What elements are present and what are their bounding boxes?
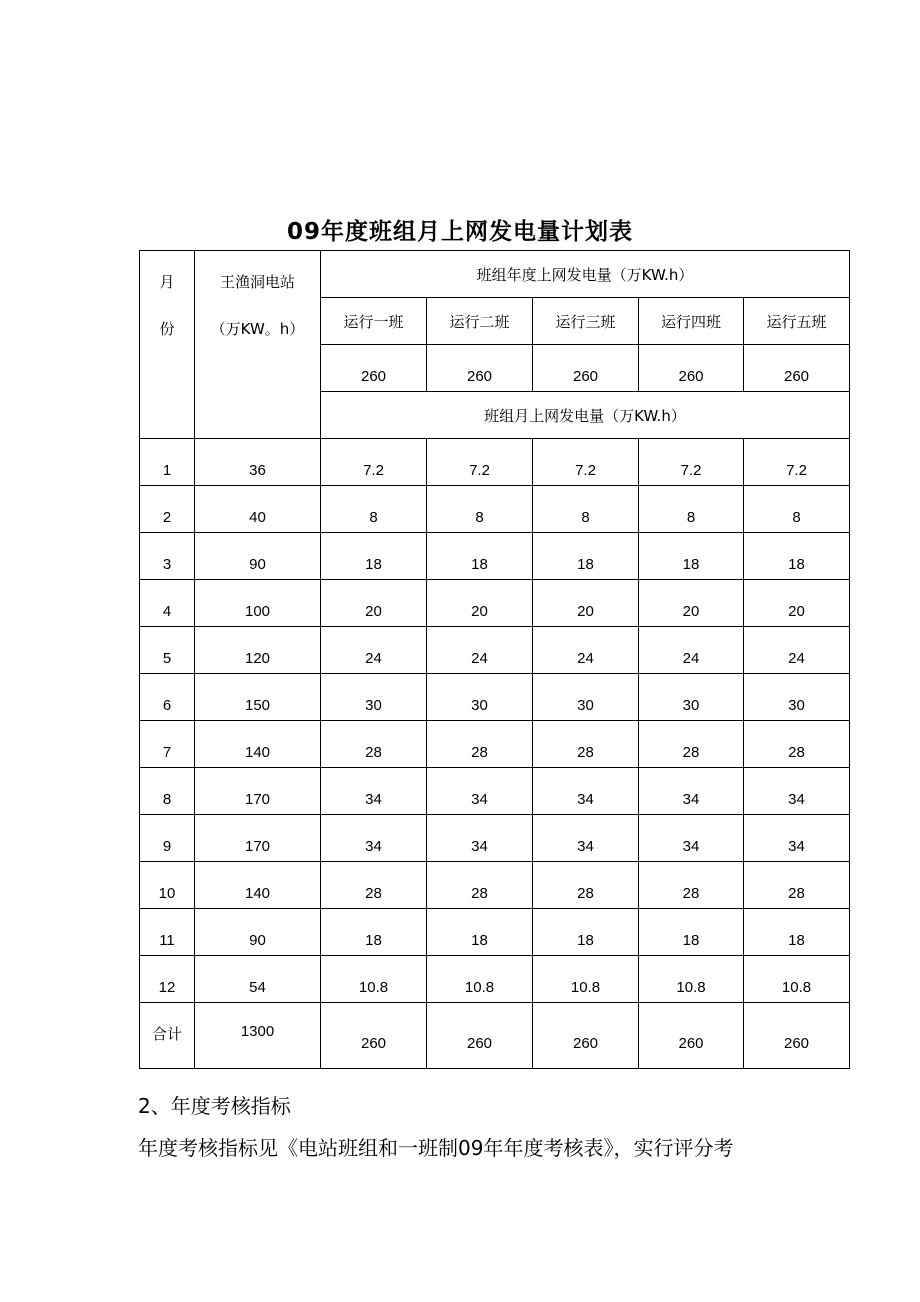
month-cell: 12 <box>140 956 195 1003</box>
shift-value: 7.2 <box>321 439 427 486</box>
annual-value: 260 <box>533 345 639 392</box>
station-value: 90 <box>195 909 321 956</box>
shift-value: 20 <box>321 580 427 627</box>
table-row <box>140 768 850 815</box>
shift-value: 28 <box>321 721 427 768</box>
month-header-line1: 月 <box>159 273 175 291</box>
station-value: 120 <box>195 627 321 674</box>
month-cell: 3 <box>140 533 195 580</box>
shift-value: 18 <box>321 533 427 580</box>
table-row <box>140 909 850 956</box>
month-cell: 2 <box>140 486 195 533</box>
shift-value: 24 <box>639 627 744 674</box>
shift-value: 20 <box>744 580 850 627</box>
shift-value: 28 <box>533 721 639 768</box>
total-label: 合计 <box>140 1003 195 1069</box>
station-value: 36 <box>195 439 321 486</box>
table-row <box>140 533 850 580</box>
station-value: 140 <box>195 721 321 768</box>
shift-value: 34 <box>639 768 744 815</box>
month-cell: 5 <box>140 627 195 674</box>
month-cell: 1 <box>140 439 195 486</box>
shift-value: 28 <box>321 862 427 909</box>
month-cell: 7 <box>140 721 195 768</box>
month-header-line2: 份 <box>159 320 175 338</box>
shift-value: 30 <box>639 674 744 721</box>
shift-value: 28 <box>744 862 850 909</box>
station-value: 54 <box>195 956 321 1003</box>
total-shift-value: 260 <box>533 1003 639 1069</box>
total-shift-value: 260 <box>744 1003 850 1069</box>
shift-value: 28 <box>639 862 744 909</box>
total-row <box>140 1003 850 1069</box>
table-row <box>140 674 850 721</box>
shift-value: 10.8 <box>321 956 427 1003</box>
shift-value: 8 <box>533 486 639 533</box>
shift-value: 34 <box>321 815 427 862</box>
shift-value: 30 <box>427 674 533 721</box>
shift-value: 18 <box>639 533 744 580</box>
table-row <box>140 439 850 486</box>
shift-value: 28 <box>533 862 639 909</box>
shift-value: 30 <box>321 674 427 721</box>
generation-plan-table <box>139 250 850 1069</box>
month-cell: 9 <box>140 815 195 862</box>
shift-value: 28 <box>427 721 533 768</box>
shift-value: 34 <box>427 768 533 815</box>
table-row <box>140 580 850 627</box>
table-row <box>140 956 850 1003</box>
station-value: 170 <box>195 768 321 815</box>
station-value: 170 <box>195 815 321 862</box>
section-heading: 2、年度考核指标 <box>138 1094 291 1118</box>
shift-value: 18 <box>744 533 850 580</box>
annual-value: 260 <box>639 345 744 392</box>
shift-value: 7.2 <box>427 439 533 486</box>
shift-value: 7.2 <box>533 439 639 486</box>
section-text: 年度考核指标见《电站班组和一班制09年年度考核表》，实行评分考 <box>138 1136 734 1160</box>
total-shift-value: 260 <box>639 1003 744 1069</box>
station-value: 90 <box>195 533 321 580</box>
month-cell: 8 <box>140 768 195 815</box>
shift-value: 10.8 <box>744 956 850 1003</box>
shift-header: 运行三班 <box>533 298 639 345</box>
shift-value: 30 <box>533 674 639 721</box>
month-cell: 6 <box>140 674 195 721</box>
shift-value: 8 <box>321 486 427 533</box>
shift-value: 34 <box>321 768 427 815</box>
month-cell: 11 <box>140 909 195 956</box>
table-row <box>140 815 850 862</box>
shift-value: 7.2 <box>639 439 744 486</box>
shift-value: 20 <box>427 580 533 627</box>
shift-value: 10.8 <box>533 956 639 1003</box>
shift-value: 28 <box>744 721 850 768</box>
station-value: 140 <box>195 862 321 909</box>
month-cell: 4 <box>140 580 195 627</box>
total-station-value: 1300 <box>195 1003 321 1069</box>
shift-value: 8 <box>744 486 850 533</box>
shift-value: 18 <box>533 533 639 580</box>
shift-value: 10.8 <box>639 956 744 1003</box>
shift-value: 10.8 <box>427 956 533 1003</box>
total-shift-value: 260 <box>427 1003 533 1069</box>
shift-header: 运行一班 <box>321 298 427 345</box>
shift-value: 18 <box>427 909 533 956</box>
total-shift-value: 260 <box>321 1003 427 1069</box>
shift-value: 18 <box>639 909 744 956</box>
month-header-cell <box>140 251 195 439</box>
shift-value: 20 <box>533 580 639 627</box>
table-row <box>140 862 850 909</box>
shift-value: 24 <box>321 627 427 674</box>
station-value: 150 <box>195 674 321 721</box>
shift-value: 30 <box>744 674 850 721</box>
shift-value: 18 <box>744 909 850 956</box>
annual-title-cell: 班组年度上网发电量（万KW.h） <box>321 251 850 298</box>
shift-value: 28 <box>427 862 533 909</box>
station-value: 100 <box>195 580 321 627</box>
shift-value: 18 <box>533 909 639 956</box>
table-row <box>140 721 850 768</box>
monthly-title-cell: 班组月上网发电量（万KW.h） <box>321 392 850 439</box>
shift-value: 20 <box>639 580 744 627</box>
table-row <box>140 627 850 674</box>
station-header-cell <box>195 251 321 439</box>
shift-value: 34 <box>533 815 639 862</box>
shift-value: 18 <box>321 909 427 956</box>
shift-value: 18 <box>427 533 533 580</box>
shift-header: 运行二班 <box>427 298 533 345</box>
shift-value: 24 <box>533 627 639 674</box>
station-header-line1: 王渔洞电站 <box>219 273 295 291</box>
page-title: 09年度班组月上网发电量计划表 <box>286 219 633 245</box>
annual-value: 260 <box>427 345 533 392</box>
table-row <box>140 486 850 533</box>
shift-header: 运行五班 <box>744 298 850 345</box>
shift-value: 34 <box>744 768 850 815</box>
month-cell: 10 <box>140 862 195 909</box>
shift-value: 34 <box>533 768 639 815</box>
shift-value: 7.2 <box>744 439 850 486</box>
shift-value: 24 <box>744 627 850 674</box>
annual-value: 260 <box>321 345 427 392</box>
station-value: 40 <box>195 486 321 533</box>
shift-value: 34 <box>427 815 533 862</box>
shift-value: 34 <box>744 815 850 862</box>
station-header-line2: （万KW。h） <box>210 320 305 338</box>
annual-value: 260 <box>744 345 850 392</box>
shift-value: 34 <box>639 815 744 862</box>
shift-value: 28 <box>639 721 744 768</box>
shift-value: 8 <box>639 486 744 533</box>
shift-header: 运行四班 <box>639 298 744 345</box>
shift-value: 24 <box>427 627 533 674</box>
shift-value: 8 <box>427 486 533 533</box>
